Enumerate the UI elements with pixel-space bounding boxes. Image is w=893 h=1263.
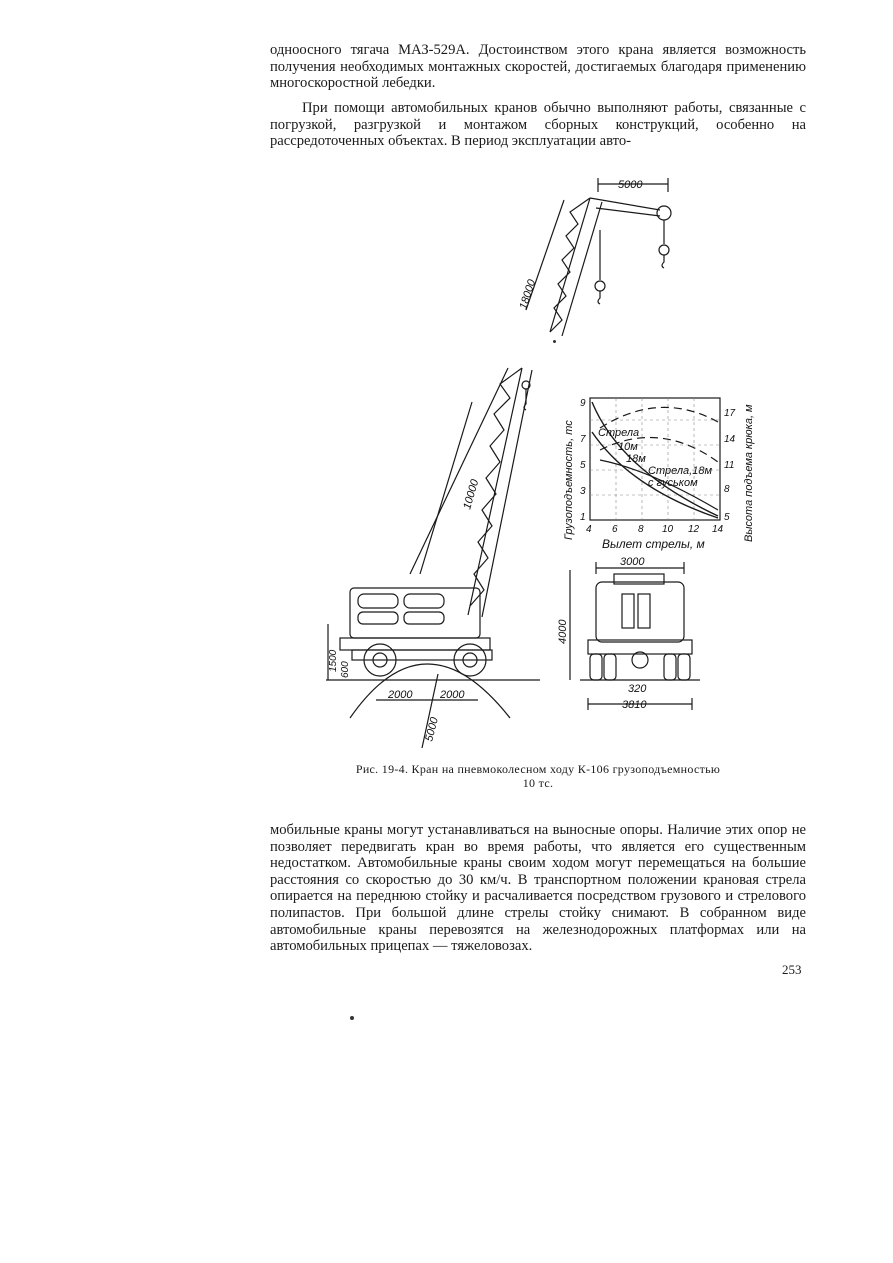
side-crane-view — [326, 368, 540, 748]
dim-base-left: 2000 — [388, 689, 413, 701]
y-right-tick-5: 5 — [724, 512, 730, 523]
label-10m: 10м — [618, 441, 638, 453]
label-strela: Стрела — [598, 427, 640, 439]
x-tick-10: 10 — [662, 524, 674, 535]
y-left-axis-label: Грузоподъемность, тс — [563, 420, 575, 540]
dim-base-right: 2000 — [440, 689, 465, 701]
y-left-tick-1: 1 — [580, 512, 586, 523]
paragraph-2: При помощи автомобильных кранов обычно выполняют работы, связанные с погрузкой, разгрузкой и монтажом сборных конструкций, особенно на рассредоточенных объектах. В период эксплуатации авто- — [270, 100, 806, 150]
page-number: 253 — [782, 962, 802, 977]
y-right-tick-14: 14 — [724, 434, 736, 445]
caption-line-1: Рис. 19-4. Кран на пневмоколесном ходу К-106 грузоподъемностью — [355, 762, 721, 776]
label-gusek-2: с гуськом — [648, 477, 698, 489]
dim-width-top: 3000 — [620, 556, 645, 568]
x-tick-12: 12 — [688, 524, 700, 535]
y-left-tick-7: 7 — [580, 434, 586, 445]
dim-h2: 600 — [340, 661, 351, 678]
dim-reach-top: 5000 — [618, 179, 643, 191]
dim-radius: 5000 — [423, 716, 441, 743]
top-boom-view — [517, 178, 671, 336]
dim-h1: 1500 — [328, 649, 339, 672]
y-left-tick-5: 5 — [580, 460, 586, 471]
y-right-axis-label: Высота подъема крюка, м — [743, 404, 755, 542]
x-tick-14: 14 — [712, 524, 724, 535]
capacity-graph — [563, 398, 755, 551]
x-axis-label: Вылет стрелы, м — [602, 537, 705, 551]
dim-height: 4000 — [557, 619, 569, 644]
y-right-tick-11: 11 — [724, 460, 735, 471]
crane-figure — [300, 170, 820, 755]
y-left-tick-3: 3 — [580, 486, 586, 497]
y-right-tick-17: 17 — [724, 408, 736, 419]
paragraph-3: мобильные краны могут устанавливаться на выносные опоры. Наличие этих опор не позволяет передвигать кран во время работы, что является его существенным недостатком. Автомобильные краны своим ходом могут перемещаться на большие расстояния со скоростью до 30 км/ч. В транспортном положении крановая стрела опирается на переднюю стойку и расчаливается посредством грузового и стрелового полипастов. При большой длине стрелы стойку снимают. В собранном виде автомобильные краны перевозятся на железнодорожных платформах или на автомобильных прицепах — тяжеловозах. — [270, 822, 806, 955]
scan-speck — [553, 340, 556, 343]
figure-caption — [270, 762, 806, 790]
caption-line-2: 10 тс. — [522, 776, 554, 790]
x-tick-6: 6 — [612, 524, 618, 535]
label-gusek-1: Стрела,18м — [648, 465, 713, 477]
dim-width-bottom: 3810 — [622, 699, 647, 711]
crane-drawing — [300, 170, 820, 755]
dim-boom-top: 18000 — [517, 278, 539, 311]
paragraph-1: одноосного тягача МАЗ-529А. Достоинством этого крана является возможность получения необходимых монтажных скоростей, достигаемых благодаря применению многоскоростной лебедки. — [270, 42, 806, 92]
label-18m: 18м — [626, 453, 646, 465]
y-left-tick-9: 9 — [580, 398, 586, 409]
x-tick-4: 4 — [586, 524, 592, 535]
scan-speck — [350, 1016, 354, 1020]
x-tick-8: 8 — [638, 524, 644, 535]
front-crane-view — [557, 556, 700, 711]
dim-boom-side: 10000 — [461, 478, 482, 511]
dim-track: 320 — [628, 683, 647, 695]
y-right-tick-8: 8 — [724, 484, 730, 495]
